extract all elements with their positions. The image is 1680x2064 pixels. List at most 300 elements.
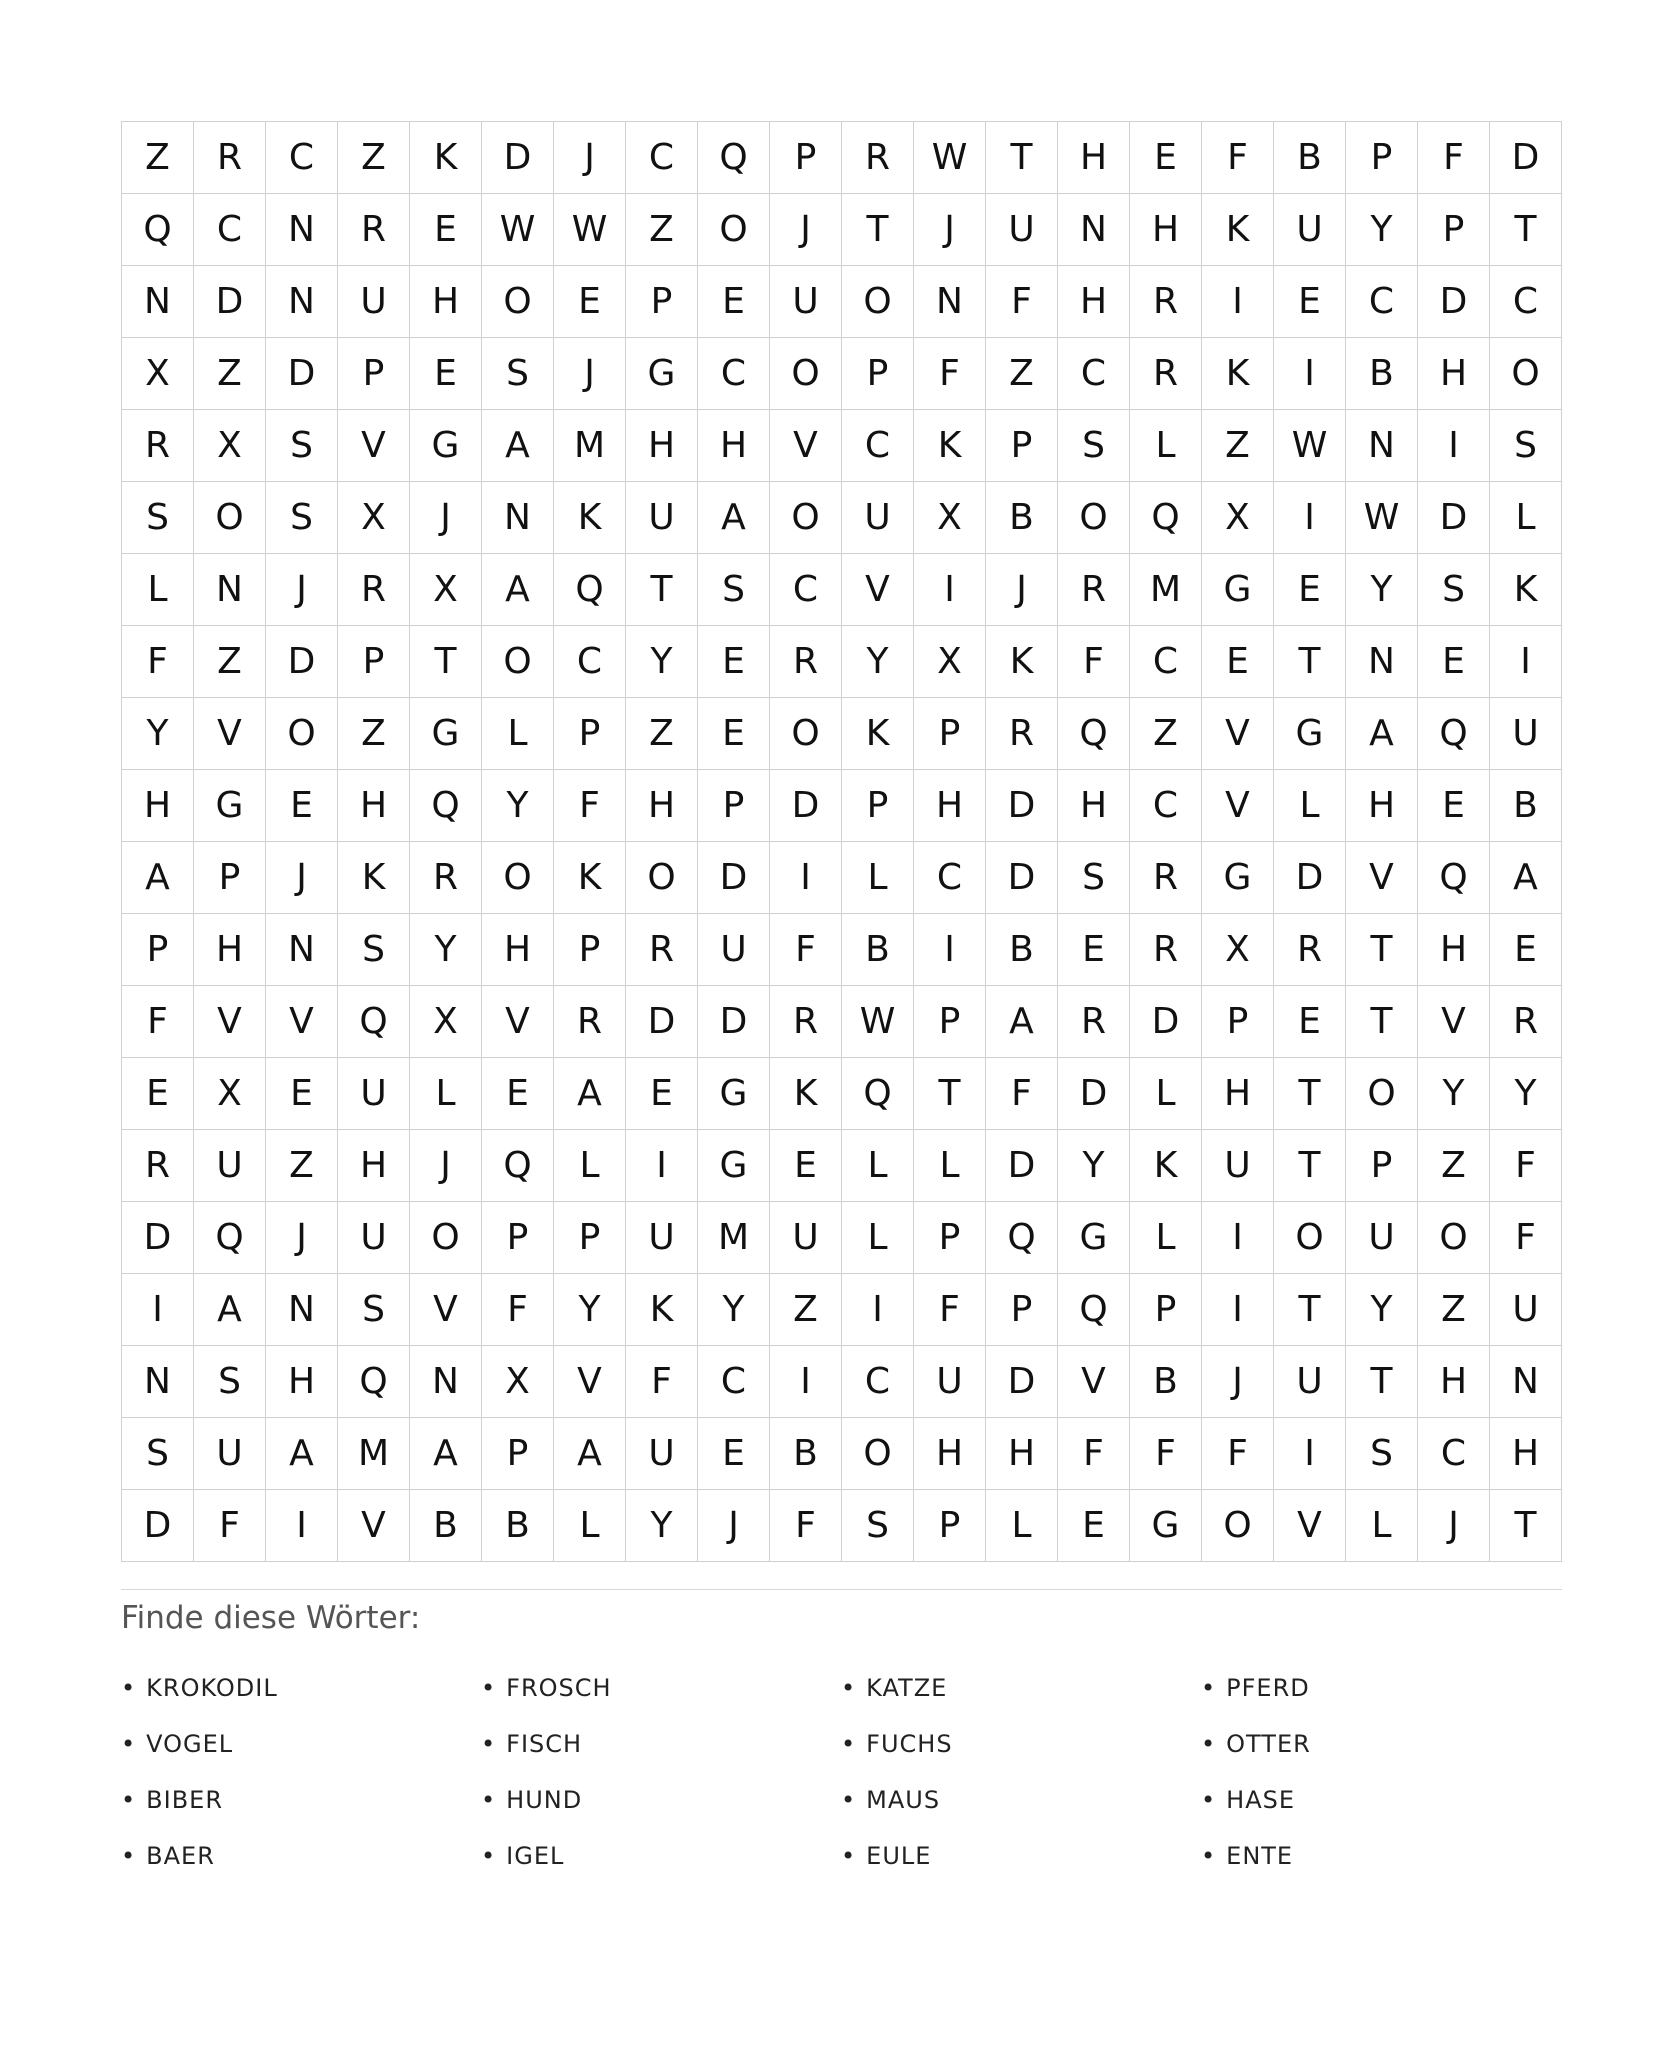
grid-cell[interactable]: F	[122, 626, 194, 698]
grid-cell[interactable]: A	[482, 410, 554, 482]
grid-cell[interactable]: K	[1202, 194, 1274, 266]
grid-cell[interactable]: E	[1274, 554, 1346, 626]
grid-cell[interactable]: I	[122, 1274, 194, 1346]
grid-cell[interactable]: F	[482, 1274, 554, 1346]
grid-cell[interactable]: H	[914, 770, 986, 842]
grid-cell[interactable]: R	[770, 626, 842, 698]
grid-cell[interactable]: C	[842, 410, 914, 482]
grid-cell[interactable]: Z	[626, 194, 698, 266]
grid-cell[interactable]: P	[986, 1274, 1058, 1346]
grid-cell[interactable]: S	[1346, 1418, 1418, 1490]
grid-cell[interactable]: P	[914, 1490, 986, 1562]
grid-cell[interactable]: Y	[626, 626, 698, 698]
grid-cell[interactable]: N	[410, 1346, 482, 1418]
grid-cell[interactable]: B	[410, 1490, 482, 1562]
grid-cell[interactable]: K	[986, 626, 1058, 698]
grid-cell[interactable]: G	[698, 1058, 770, 1130]
grid-cell[interactable]: R	[554, 986, 626, 1058]
grid-cell[interactable]: X	[194, 1058, 266, 1130]
grid-cell[interactable]: S	[194, 1346, 266, 1418]
grid-cell[interactable]: A	[554, 1058, 626, 1130]
grid-cell[interactable]: G	[698, 1130, 770, 1202]
grid-cell[interactable]: P	[482, 1418, 554, 1490]
grid-cell[interactable]: L	[914, 1130, 986, 1202]
grid-cell[interactable]: F	[1490, 1130, 1562, 1202]
grid-cell[interactable]: R	[986, 698, 1058, 770]
grid-cell[interactable]: D	[266, 626, 338, 698]
grid-cell[interactable]: X	[122, 338, 194, 410]
grid-cell[interactable]: E	[1490, 914, 1562, 986]
grid-cell[interactable]: P	[842, 770, 914, 842]
grid-cell[interactable]: P	[698, 770, 770, 842]
grid-cell[interactable]: U	[770, 1202, 842, 1274]
grid-cell[interactable]: Z	[338, 122, 410, 194]
grid-cell[interactable]: E	[1130, 122, 1202, 194]
grid-cell[interactable]: T	[1274, 1130, 1346, 1202]
grid-cell[interactable]: H	[122, 770, 194, 842]
grid-cell[interactable]: D	[626, 986, 698, 1058]
grid-cell[interactable]: I	[1202, 1274, 1274, 1346]
grid-cell[interactable]: V	[1274, 1490, 1346, 1562]
grid-cell[interactable]: T	[1274, 1274, 1346, 1346]
grid-cell[interactable]: L	[1346, 1490, 1418, 1562]
grid-cell[interactable]: J	[410, 482, 482, 554]
grid-cell[interactable]: V	[1202, 770, 1274, 842]
grid-cell[interactable]: S	[266, 410, 338, 482]
grid-cell[interactable]: H	[626, 770, 698, 842]
grid-cell[interactable]: Q	[1058, 1274, 1130, 1346]
grid-cell[interactable]: T	[1274, 1058, 1346, 1130]
grid-cell[interactable]: P	[914, 1202, 986, 1274]
grid-cell[interactable]: H	[1058, 122, 1130, 194]
grid-cell[interactable]: F	[986, 1058, 1058, 1130]
grid-cell[interactable]: O	[698, 194, 770, 266]
grid-cell[interactable]: E	[482, 1058, 554, 1130]
grid-cell[interactable]: U	[338, 1058, 410, 1130]
grid-cell[interactable]: Y	[482, 770, 554, 842]
grid-cell[interactable]: F	[770, 1490, 842, 1562]
grid-cell[interactable]: Z	[1130, 698, 1202, 770]
grid-cell[interactable]: Y	[1490, 1058, 1562, 1130]
grid-cell[interactable]: O	[410, 1202, 482, 1274]
grid-cell[interactable]: Q	[194, 1202, 266, 1274]
grid-cell[interactable]: R	[1130, 338, 1202, 410]
grid-cell[interactable]: Z	[626, 698, 698, 770]
grid-cell[interactable]: L	[1130, 1058, 1202, 1130]
grid-cell[interactable]: Z	[1202, 410, 1274, 482]
grid-cell[interactable]: D	[986, 1130, 1058, 1202]
grid-cell[interactable]: I	[1418, 410, 1490, 482]
grid-cell[interactable]: D	[1130, 986, 1202, 1058]
grid-cell[interactable]: M	[338, 1418, 410, 1490]
grid-cell[interactable]: U	[1346, 1202, 1418, 1274]
grid-cell[interactable]: P	[554, 1202, 626, 1274]
grid-cell[interactable]: O	[266, 698, 338, 770]
grid-cell[interactable]: T	[1490, 194, 1562, 266]
grid-cell[interactable]: P	[1418, 194, 1490, 266]
grid-cell[interactable]: Z	[986, 338, 1058, 410]
grid-cell[interactable]: X	[410, 986, 482, 1058]
grid-cell[interactable]: K	[554, 482, 626, 554]
grid-cell[interactable]: G	[1058, 1202, 1130, 1274]
grid-cell[interactable]: V	[1418, 986, 1490, 1058]
grid-cell[interactable]: U	[1490, 1274, 1562, 1346]
grid-cell[interactable]: E	[266, 1058, 338, 1130]
grid-cell[interactable]: I	[1202, 1202, 1274, 1274]
grid-cell[interactable]: L	[482, 698, 554, 770]
grid-cell[interactable]: Z	[1418, 1274, 1490, 1346]
grid-cell[interactable]: V	[1058, 1346, 1130, 1418]
grid-cell[interactable]: P	[338, 626, 410, 698]
grid-cell[interactable]: Y	[122, 698, 194, 770]
grid-cell[interactable]: E	[770, 1130, 842, 1202]
grid-cell[interactable]: B	[986, 482, 1058, 554]
grid-cell[interactable]: T	[410, 626, 482, 698]
grid-cell[interactable]: I	[914, 914, 986, 986]
grid-cell[interactable]: O	[770, 698, 842, 770]
grid-cell[interactable]: W	[914, 122, 986, 194]
grid-cell[interactable]: E	[698, 626, 770, 698]
grid-cell[interactable]: O	[1418, 1202, 1490, 1274]
grid-cell[interactable]: C	[698, 1346, 770, 1418]
grid-cell[interactable]: A	[554, 1418, 626, 1490]
grid-cell[interactable]: L	[842, 842, 914, 914]
grid-cell[interactable]: O	[194, 482, 266, 554]
grid-cell[interactable]: P	[554, 698, 626, 770]
grid-cell[interactable]: N	[1058, 194, 1130, 266]
grid-cell[interactable]: R	[194, 122, 266, 194]
grid-cell[interactable]: C	[1418, 1418, 1490, 1490]
grid-cell[interactable]: U	[626, 482, 698, 554]
grid-cell[interactable]: R	[1130, 266, 1202, 338]
grid-cell[interactable]: W	[554, 194, 626, 266]
grid-cell[interactable]: K	[1490, 554, 1562, 626]
grid-cell[interactable]: R	[338, 554, 410, 626]
grid-cell[interactable]: C	[1346, 266, 1418, 338]
grid-cell[interactable]: A	[266, 1418, 338, 1490]
grid-cell[interactable]: B	[770, 1418, 842, 1490]
grid-cell[interactable]: Z	[338, 698, 410, 770]
grid-cell[interactable]: H	[338, 770, 410, 842]
grid-cell[interactable]: E	[1274, 986, 1346, 1058]
grid-cell[interactable]: U	[338, 266, 410, 338]
grid-cell[interactable]: E	[1418, 626, 1490, 698]
grid-cell[interactable]: F	[770, 914, 842, 986]
grid-cell[interactable]: U	[194, 1418, 266, 1490]
grid-cell[interactable]: S	[338, 1274, 410, 1346]
grid-cell[interactable]: P	[842, 338, 914, 410]
grid-cell[interactable]: O	[482, 842, 554, 914]
grid-cell[interactable]: F	[914, 338, 986, 410]
grid-cell[interactable]: B	[482, 1490, 554, 1562]
grid-cell[interactable]: N	[266, 914, 338, 986]
grid-cell[interactable]: S	[1418, 554, 1490, 626]
grid-cell[interactable]: T	[986, 122, 1058, 194]
grid-cell[interactable]: J	[266, 842, 338, 914]
grid-cell[interactable]: H	[1346, 770, 1418, 842]
grid-cell[interactable]: J	[1418, 1490, 1490, 1562]
grid-cell[interactable]: Q	[338, 986, 410, 1058]
grid-cell[interactable]: S	[1490, 410, 1562, 482]
grid-cell[interactable]: K	[554, 842, 626, 914]
grid-cell[interactable]: Q	[338, 1346, 410, 1418]
grid-cell[interactable]: K	[1202, 338, 1274, 410]
grid-cell[interactable]: I	[1274, 338, 1346, 410]
grid-cell[interactable]: J	[698, 1490, 770, 1562]
grid-cell[interactable]: E	[122, 1058, 194, 1130]
grid-cell[interactable]: X	[1202, 482, 1274, 554]
grid-cell[interactable]: S	[338, 914, 410, 986]
grid-cell[interactable]: R	[1274, 914, 1346, 986]
grid-cell[interactable]: T	[1346, 914, 1418, 986]
grid-cell[interactable]: U	[194, 1130, 266, 1202]
grid-cell[interactable]: N	[194, 554, 266, 626]
grid-cell[interactable]: U	[626, 1418, 698, 1490]
grid-cell[interactable]: O	[770, 338, 842, 410]
grid-cell[interactable]: Y	[554, 1274, 626, 1346]
grid-cell[interactable]: M	[554, 410, 626, 482]
grid-cell[interactable]: V	[266, 986, 338, 1058]
grid-cell[interactable]: U	[986, 194, 1058, 266]
grid-cell[interactable]: Y	[1346, 194, 1418, 266]
grid-cell[interactable]: A	[986, 986, 1058, 1058]
grid-cell[interactable]: R	[122, 410, 194, 482]
grid-cell[interactable]: L	[842, 1130, 914, 1202]
grid-cell[interactable]: S	[266, 482, 338, 554]
grid-cell[interactable]: F	[626, 1346, 698, 1418]
grid-cell[interactable]: E	[1274, 266, 1346, 338]
grid-cell[interactable]: D	[986, 842, 1058, 914]
grid-cell[interactable]: O	[482, 266, 554, 338]
grid-cell[interactable]: A	[410, 1418, 482, 1490]
grid-cell[interactable]: B	[842, 914, 914, 986]
grid-cell[interactable]: J	[1202, 1346, 1274, 1418]
grid-cell[interactable]: T	[1346, 1346, 1418, 1418]
grid-cell[interactable]: O	[1202, 1490, 1274, 1562]
grid-cell[interactable]: A	[482, 554, 554, 626]
grid-cell[interactable]: F	[1130, 1418, 1202, 1490]
grid-cell[interactable]: D	[770, 770, 842, 842]
grid-cell[interactable]: G	[1202, 842, 1274, 914]
grid-cell[interactable]: X	[338, 482, 410, 554]
grid-cell[interactable]: A	[122, 842, 194, 914]
grid-cell[interactable]: Z	[266, 1130, 338, 1202]
grid-cell[interactable]: R	[1130, 842, 1202, 914]
grid-cell[interactable]: Y	[842, 626, 914, 698]
grid-cell[interactable]: A	[1490, 842, 1562, 914]
grid-cell[interactable]: D	[194, 266, 266, 338]
grid-cell[interactable]: Q	[1418, 698, 1490, 770]
grid-cell[interactable]: U	[770, 266, 842, 338]
grid-cell[interactable]: K	[1130, 1130, 1202, 1202]
grid-cell[interactable]: U	[1274, 1346, 1346, 1418]
grid-cell[interactable]: F	[1058, 626, 1130, 698]
grid-cell[interactable]: N	[1346, 410, 1418, 482]
grid-cell[interactable]: F	[194, 1490, 266, 1562]
grid-cell[interactable]: L	[1274, 770, 1346, 842]
grid-cell[interactable]: I	[1274, 1418, 1346, 1490]
grid-cell[interactable]: U	[1274, 194, 1346, 266]
grid-cell[interactable]: V	[194, 986, 266, 1058]
grid-cell[interactable]: P	[626, 266, 698, 338]
grid-cell[interactable]: X	[914, 482, 986, 554]
grid-cell[interactable]: R	[770, 986, 842, 1058]
grid-cell[interactable]: G	[626, 338, 698, 410]
grid-cell[interactable]: S	[842, 1490, 914, 1562]
grid-cell[interactable]: J	[266, 1202, 338, 1274]
grid-cell[interactable]: N	[266, 266, 338, 338]
grid-cell[interactable]: N	[122, 266, 194, 338]
grid-cell[interactable]: J	[410, 1130, 482, 1202]
grid-cell[interactable]: C	[1130, 626, 1202, 698]
grid-cell[interactable]: U	[842, 482, 914, 554]
grid-cell[interactable]: N	[266, 194, 338, 266]
grid-cell[interactable]: B	[1346, 338, 1418, 410]
grid-cell[interactable]: H	[194, 914, 266, 986]
grid-cell[interactable]: C	[770, 554, 842, 626]
grid-cell[interactable]: D	[698, 842, 770, 914]
grid-cell[interactable]: I	[1202, 266, 1274, 338]
grid-cell[interactable]: H	[410, 266, 482, 338]
grid-cell[interactable]: S	[698, 554, 770, 626]
grid-cell[interactable]: Y	[410, 914, 482, 986]
grid-cell[interactable]: D	[1058, 1058, 1130, 1130]
grid-cell[interactable]: B	[1130, 1346, 1202, 1418]
grid-cell[interactable]: O	[1490, 338, 1562, 410]
grid-cell[interactable]: J	[986, 554, 1058, 626]
grid-cell[interactable]: E	[698, 698, 770, 770]
grid-cell[interactable]: H	[986, 1418, 1058, 1490]
grid-cell[interactable]: H	[1418, 914, 1490, 986]
grid-cell[interactable]: E	[266, 770, 338, 842]
grid-cell[interactable]: E	[1058, 1490, 1130, 1562]
grid-cell[interactable]: T	[1490, 1490, 1562, 1562]
grid-cell[interactable]: Q	[1130, 482, 1202, 554]
grid-cell[interactable]: Q	[482, 1130, 554, 1202]
grid-cell[interactable]: O	[482, 626, 554, 698]
grid-cell[interactable]: D	[1418, 482, 1490, 554]
grid-cell[interactable]: G	[1202, 554, 1274, 626]
grid-cell[interactable]: N	[914, 266, 986, 338]
grid-cell[interactable]: H	[1418, 1346, 1490, 1418]
grid-cell[interactable]: F	[122, 986, 194, 1058]
grid-cell[interactable]: U	[698, 914, 770, 986]
grid-cell[interactable]: T	[626, 554, 698, 626]
grid-cell[interactable]: P	[986, 410, 1058, 482]
grid-cell[interactable]: R	[338, 194, 410, 266]
grid-cell[interactable]: A	[698, 482, 770, 554]
grid-cell[interactable]: D	[482, 122, 554, 194]
grid-cell[interactable]: J	[770, 194, 842, 266]
grid-cell[interactable]: L	[1130, 1202, 1202, 1274]
grid-cell[interactable]: R	[626, 914, 698, 986]
grid-cell[interactable]: L	[1130, 410, 1202, 482]
grid-cell[interactable]: V	[338, 410, 410, 482]
grid-cell[interactable]: V	[770, 410, 842, 482]
grid-cell[interactable]: O	[1058, 482, 1130, 554]
grid-cell[interactable]: N	[1490, 1346, 1562, 1418]
grid-cell[interactable]: Q	[122, 194, 194, 266]
grid-cell[interactable]: C	[1130, 770, 1202, 842]
grid-cell[interactable]: P	[122, 914, 194, 986]
grid-cell[interactable]: I	[770, 842, 842, 914]
grid-cell[interactable]: G	[410, 698, 482, 770]
grid-cell[interactable]: E	[1418, 770, 1490, 842]
grid-cell[interactable]: J	[914, 194, 986, 266]
grid-cell[interactable]: L	[554, 1130, 626, 1202]
grid-cell[interactable]: D	[122, 1202, 194, 1274]
grid-cell[interactable]: E	[410, 338, 482, 410]
grid-cell[interactable]: P	[1346, 1130, 1418, 1202]
grid-cell[interactable]: M	[698, 1202, 770, 1274]
grid-cell[interactable]: Y	[1058, 1130, 1130, 1202]
grid-cell[interactable]: L	[1490, 482, 1562, 554]
grid-cell[interactable]: Y	[698, 1274, 770, 1346]
grid-cell[interactable]: H	[1130, 194, 1202, 266]
grid-cell[interactable]: C	[554, 626, 626, 698]
grid-cell[interactable]: V	[554, 1346, 626, 1418]
grid-cell[interactable]: F	[1202, 122, 1274, 194]
grid-cell[interactable]: H	[1202, 1058, 1274, 1130]
grid-cell[interactable]: Q	[842, 1058, 914, 1130]
grid-cell[interactable]: R	[410, 842, 482, 914]
grid-cell[interactable]: I	[770, 1346, 842, 1418]
grid-cell[interactable]: D	[986, 770, 1058, 842]
grid-cell[interactable]: S	[122, 1418, 194, 1490]
grid-cell[interactable]: D	[698, 986, 770, 1058]
grid-cell[interactable]: V	[410, 1274, 482, 1346]
grid-cell[interactable]: D	[266, 338, 338, 410]
grid-cell[interactable]: L	[410, 1058, 482, 1130]
grid-cell[interactable]: X	[482, 1346, 554, 1418]
grid-cell[interactable]: Q	[698, 122, 770, 194]
grid-cell[interactable]: D	[1274, 842, 1346, 914]
grid-cell[interactable]: E	[626, 1058, 698, 1130]
grid-cell[interactable]: O	[1346, 1058, 1418, 1130]
grid-cell[interactable]: O	[842, 266, 914, 338]
grid-cell[interactable]: F	[986, 266, 1058, 338]
grid-cell[interactable]: R	[1130, 914, 1202, 986]
grid-cell[interactable]: X	[914, 626, 986, 698]
grid-cell[interactable]: R	[122, 1130, 194, 1202]
grid-cell[interactable]: T	[1346, 986, 1418, 1058]
grid-cell[interactable]: N	[482, 482, 554, 554]
grid-cell[interactable]: V	[842, 554, 914, 626]
grid-cell[interactable]: Q	[1058, 698, 1130, 770]
grid-cell[interactable]: S	[1058, 842, 1130, 914]
grid-cell[interactable]: P	[194, 842, 266, 914]
grid-cell[interactable]: Z	[194, 626, 266, 698]
grid-cell[interactable]: F	[1058, 1418, 1130, 1490]
grid-cell[interactable]: L	[554, 1490, 626, 1562]
grid-cell[interactable]: P	[1130, 1274, 1202, 1346]
grid-cell[interactable]: U	[1490, 698, 1562, 770]
grid-cell[interactable]: H	[698, 410, 770, 482]
grid-cell[interactable]: I	[914, 554, 986, 626]
grid-cell[interactable]: H	[482, 914, 554, 986]
grid-cell[interactable]: X	[410, 554, 482, 626]
grid-cell[interactable]: B	[986, 914, 1058, 986]
grid-cell[interactable]: K	[410, 122, 482, 194]
grid-cell[interactable]: P	[554, 914, 626, 986]
grid-cell[interactable]: W	[482, 194, 554, 266]
grid-cell[interactable]: E	[410, 194, 482, 266]
grid-cell[interactable]: A	[1346, 698, 1418, 770]
grid-cell[interactable]: X	[1202, 914, 1274, 986]
grid-cell[interactable]: T	[1274, 626, 1346, 698]
grid-cell[interactable]: D	[986, 1346, 1058, 1418]
grid-cell[interactable]: E	[1058, 914, 1130, 986]
